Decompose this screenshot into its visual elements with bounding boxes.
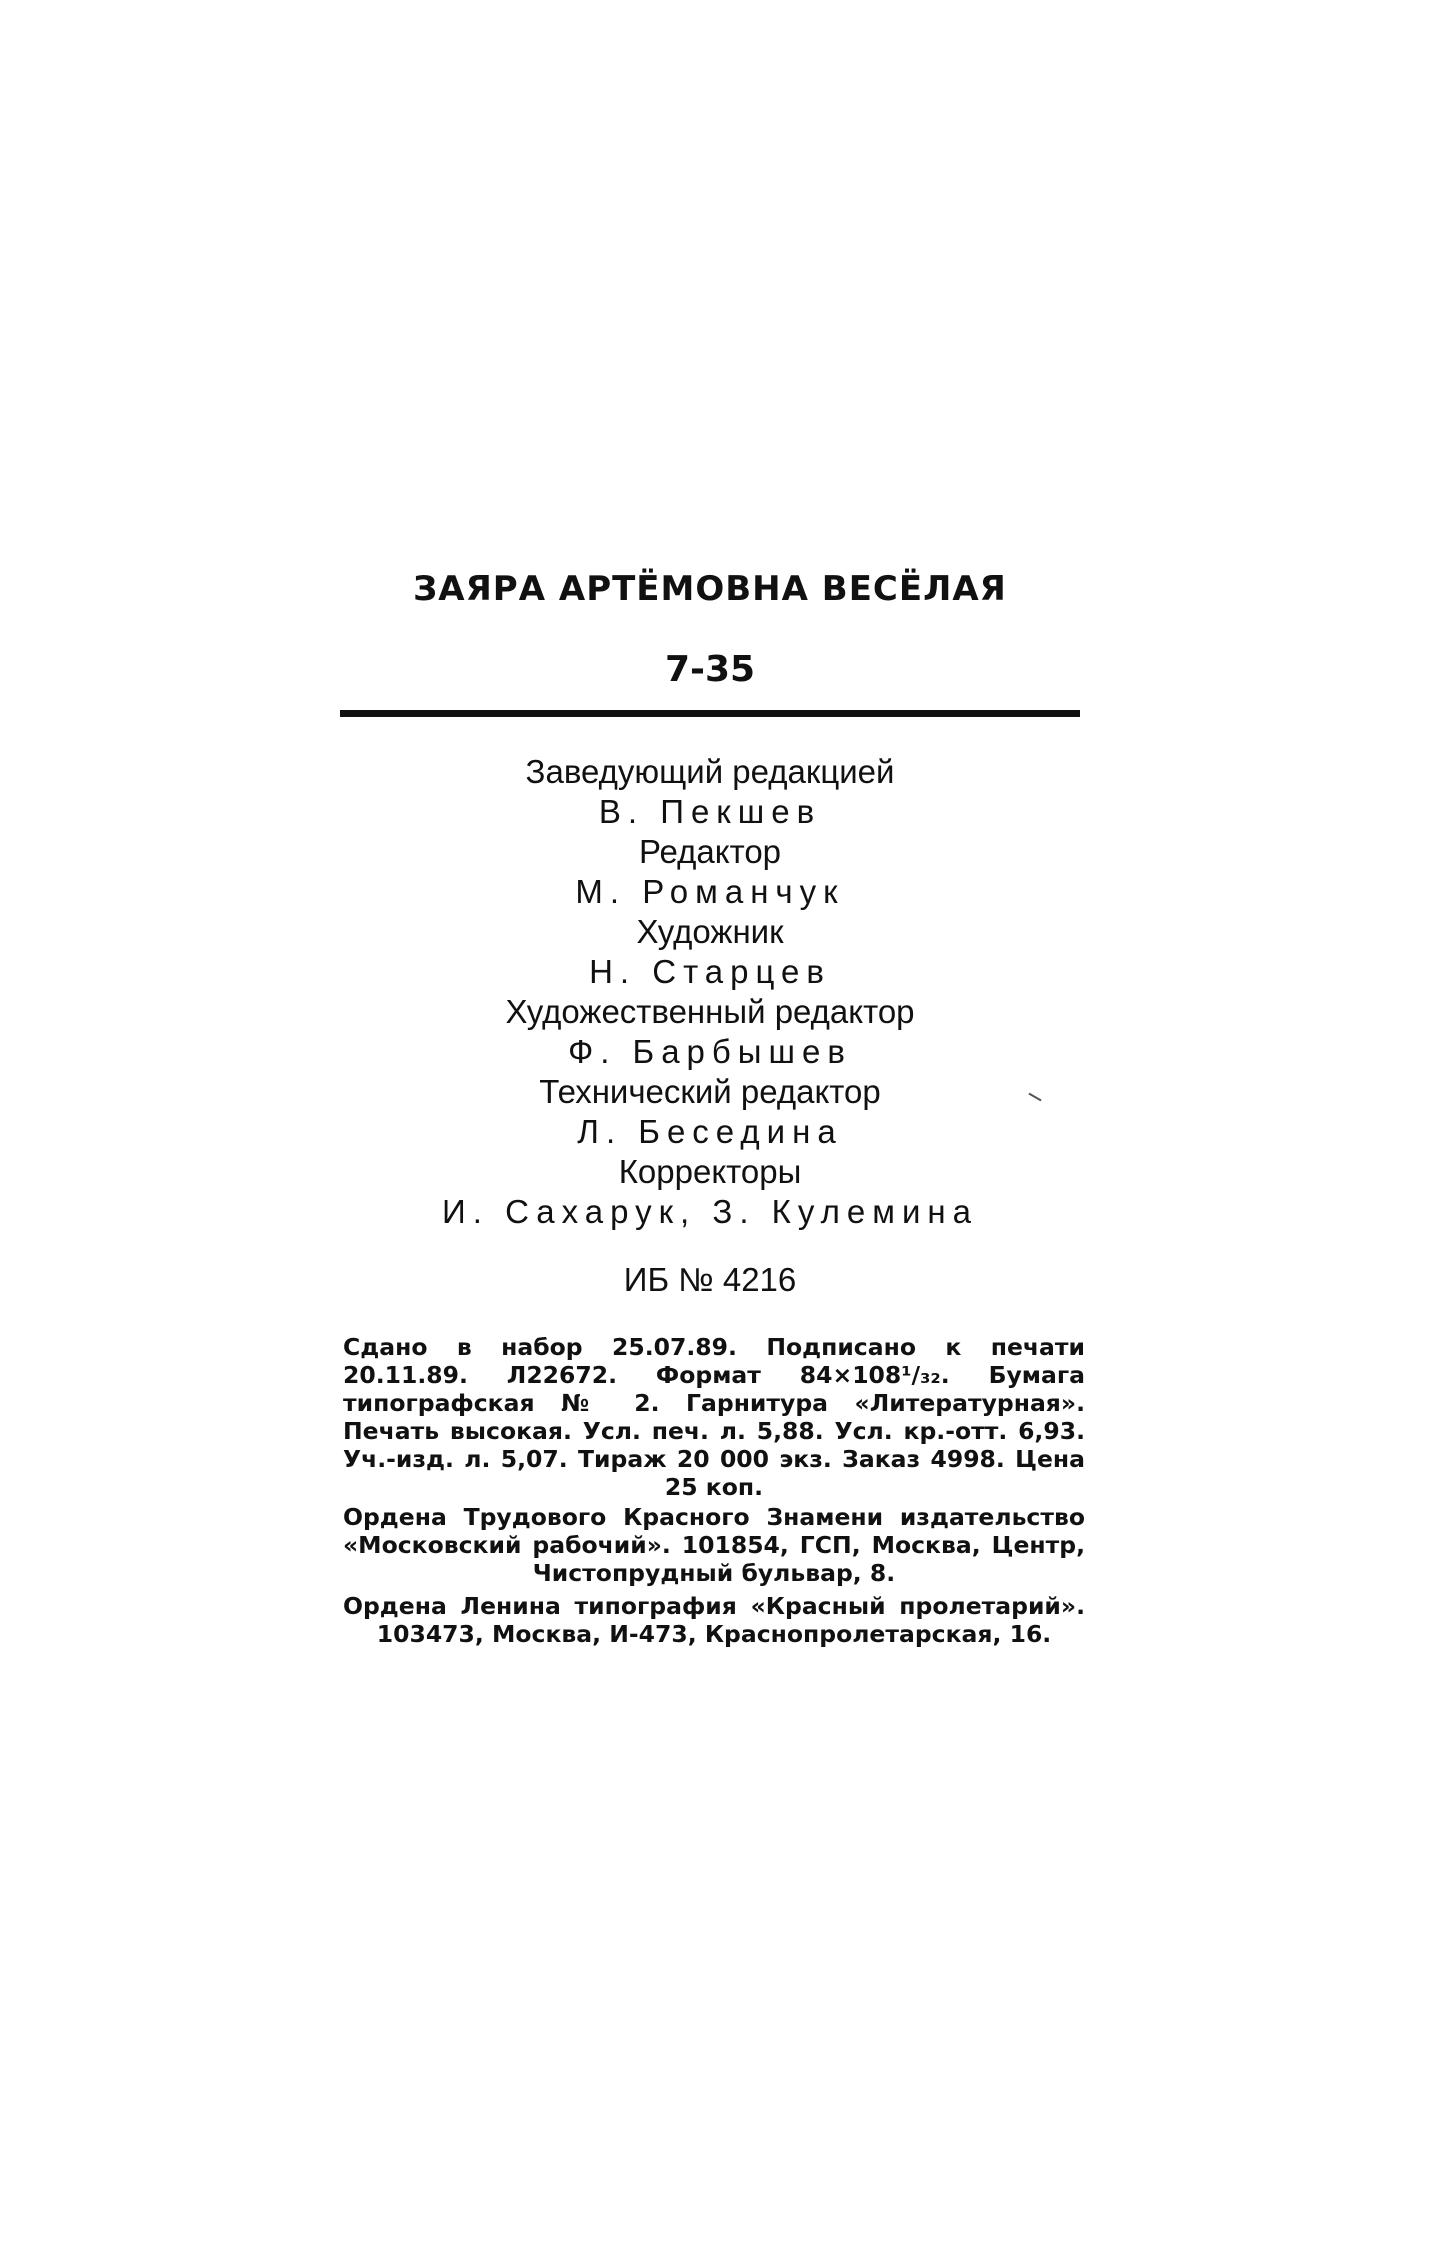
- credit-person: М. Романчук: [575, 873, 845, 910]
- credit-role: Заведующий редакцией: [525, 753, 895, 790]
- credit-role: Художественный редактор: [505, 993, 915, 1030]
- catalog-code: 7-35: [664, 649, 756, 690]
- printer-info: Ордена Ленина типография «Красный пролетарий». 103473, Москва, И-473, Краснопролетарская, 16.: [343, 1592, 1085, 1648]
- credit-person: В. Пекшев: [598, 793, 822, 830]
- credit-role: Редактор: [638, 833, 782, 870]
- credit-role: Корректоры: [618, 1153, 802, 1190]
- ib-number: ИБ № 4216: [623, 1261, 797, 1298]
- divider-rule: [340, 710, 1080, 717]
- publisher-info: Ордена Трудового Красного Знамени издательство «Московский рабочий». 101854, ГСП, Москва, Центр, Чистопрудный бульвар, 8.: [343, 1503, 1085, 1587]
- credit-person: Ф. Барбышев: [568, 1033, 852, 1070]
- credit-person: Н. Старцев: [589, 953, 831, 990]
- credit-role: Художник: [636, 913, 784, 950]
- credit-person: Л. Беседина: [577, 1113, 843, 1150]
- author-name: ЗАЯРА АРТЁМОВНА ВЕСЁЛАЯ: [413, 569, 1007, 609]
- printing-details: Сдано в набор 25.07.89. Подписано к печати 20.11.89. Л22672. Формат 84×108¹/₃₂. Бумага типографская № 2. Гарнитура «Литературная». Печать высокая. Усл. печ. л. 5,88. Усл. кр.-отт. 6,93. Уч.-изд. л. 5,07. Тираж 20 000 экз. Заказ 4998. Цена 25 коп.: [343, 1333, 1085, 1501]
- credit-person: И. Сахарук, З. Кулемина: [442, 1193, 978, 1230]
- credits-list: [340, 752, 1080, 1232]
- credit-role: Технический редактор: [539, 1073, 881, 1110]
